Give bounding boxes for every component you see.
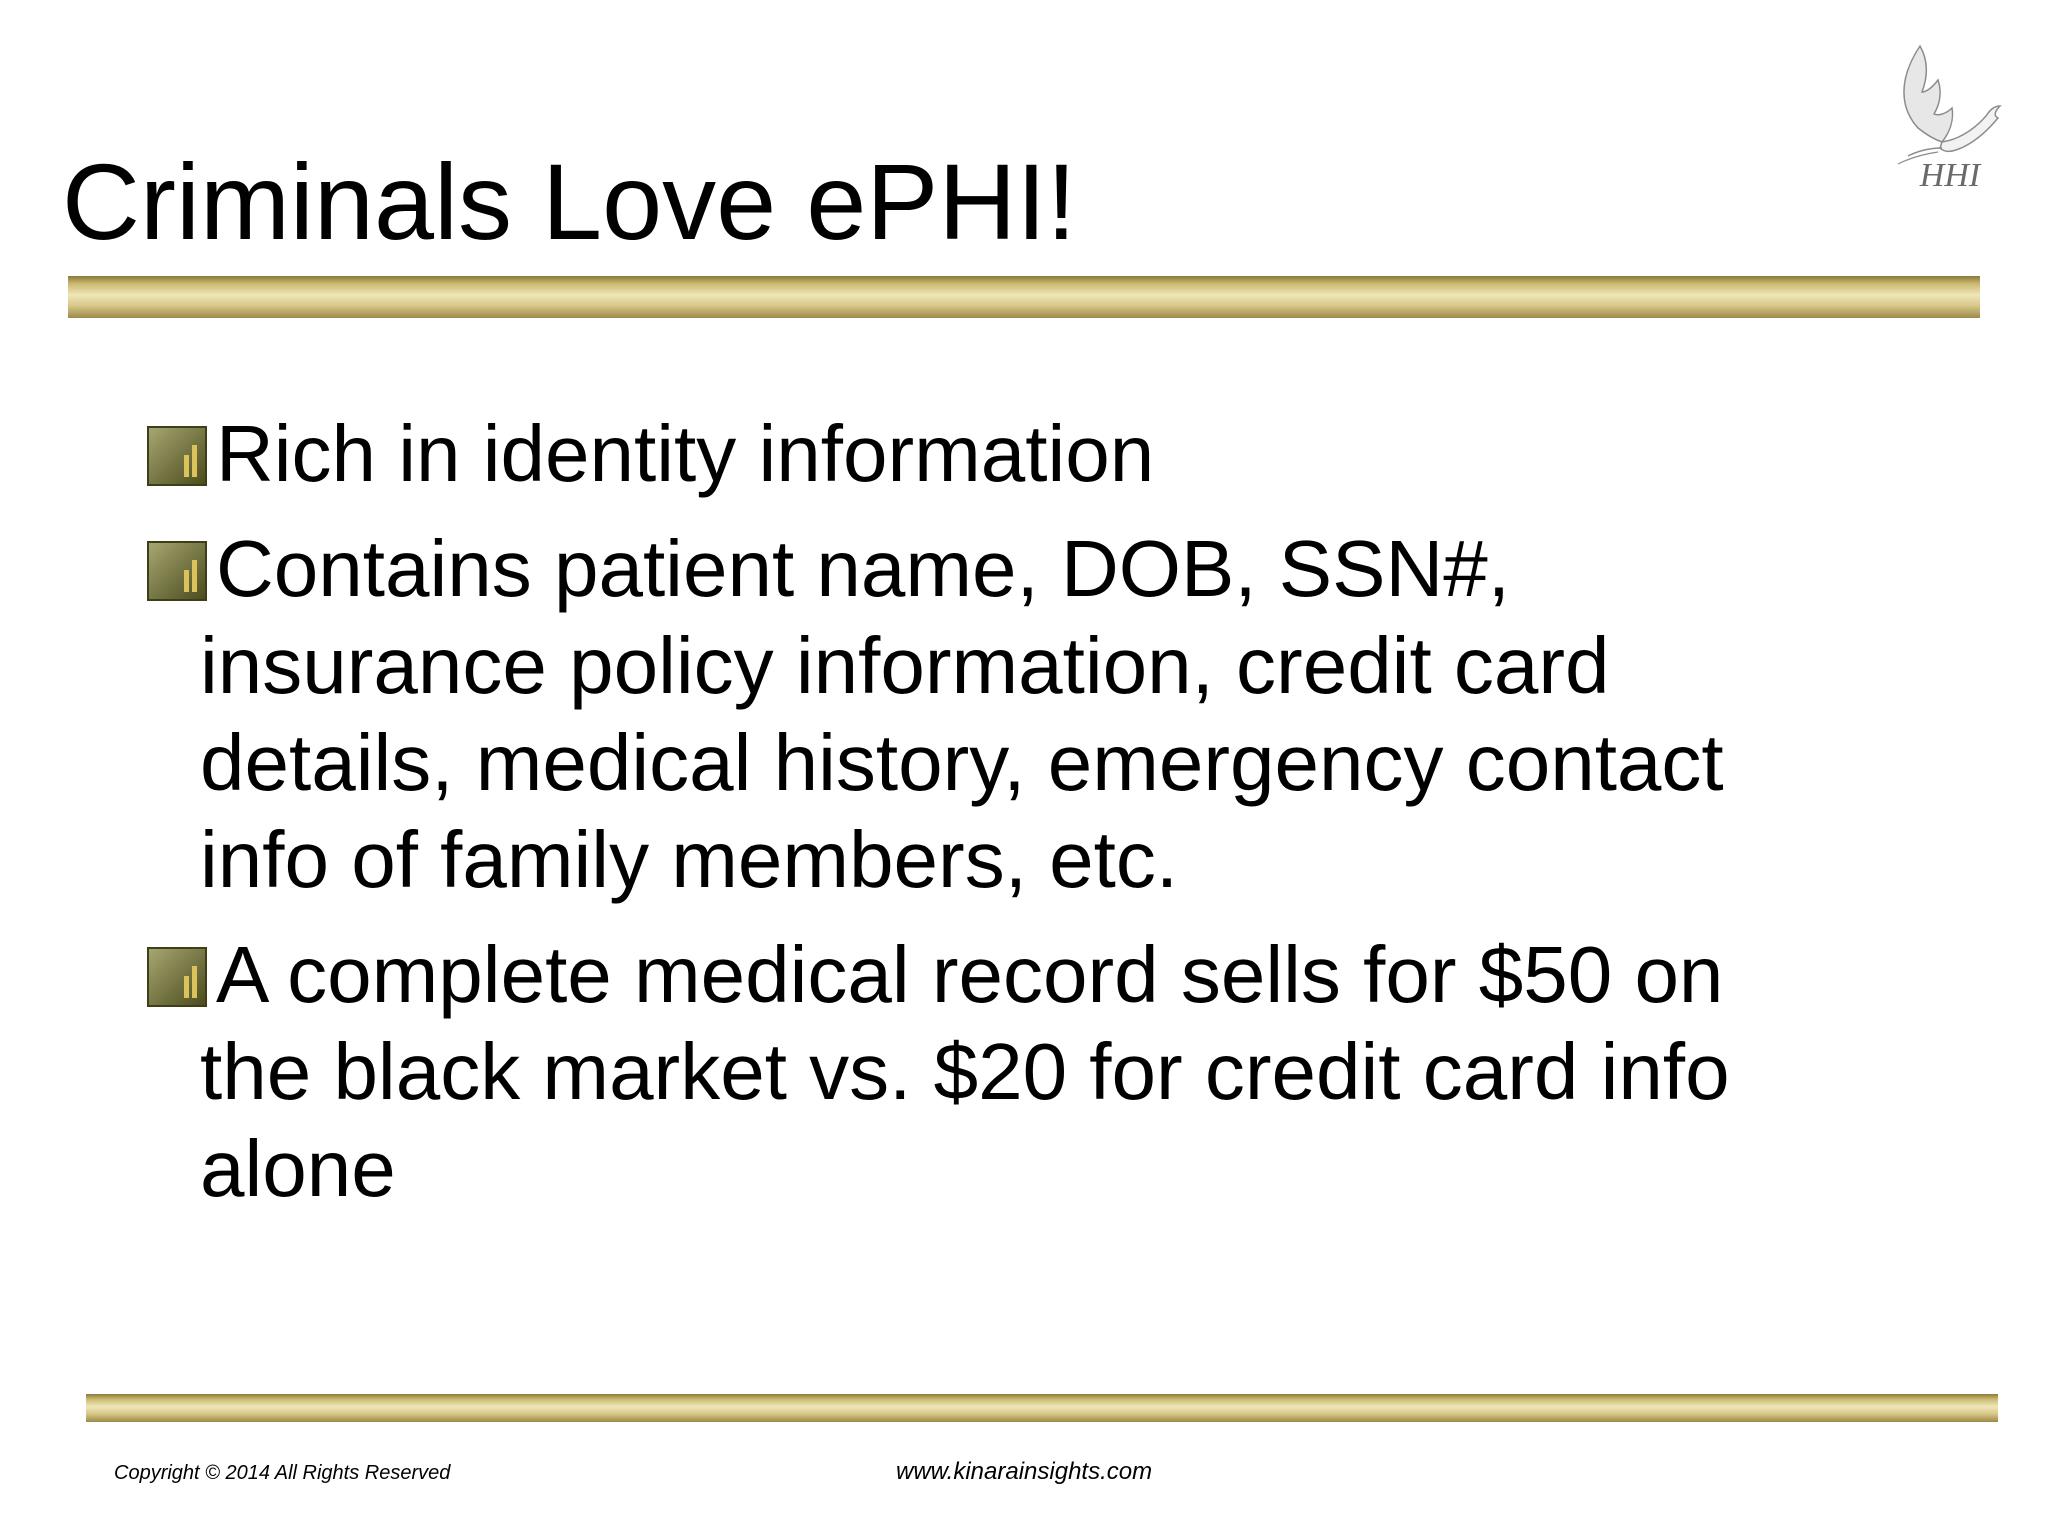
- bullet-1-line-1: Rich in identity information: [216, 409, 1155, 498]
- bullet-item: [146, 926, 1906, 1217]
- bullet-2-line-3: details, medical history, emergency contact: [200, 718, 1724, 807]
- copyright-text: Copyright © 2014 All Rights Reserved: [114, 1462, 451, 1484]
- title-divider: [68, 276, 1980, 318]
- bullet-2-line-4: info of family members, etc.: [200, 815, 1179, 904]
- bullet-list: [146, 405, 1906, 1235]
- bullet-item: [146, 520, 1906, 908]
- logo-text: HHI: [1919, 157, 1981, 194]
- footer-divider: [86, 1394, 1998, 1422]
- website-url: www.kinarainsights.com: [896, 1458, 1153, 1485]
- bullet-3-line-2: the black market vs. $20 for credit card info: [200, 1027, 1730, 1116]
- dove-logo-icon: [1880, 36, 2010, 204]
- bullet-icon: [146, 425, 208, 487]
- bullet-3-line-3: alone: [200, 1124, 396, 1213]
- bullet-2-line-1: Contains patient name, DOB, SSN#,: [216, 524, 1510, 613]
- bullet-2-line-2: insurance policy information, credit card: [200, 621, 1610, 710]
- hhi-dove-logo: [1880, 36, 2010, 204]
- bullet-icon: [146, 946, 208, 1008]
- bullet-icon: [146, 540, 208, 602]
- bullet-3-line-1: A complete medical record sells for $50 on: [216, 930, 1724, 1019]
- bullet-item: [146, 405, 1906, 502]
- slide-title: Criminals Love ePHI!: [62, 141, 1077, 262]
